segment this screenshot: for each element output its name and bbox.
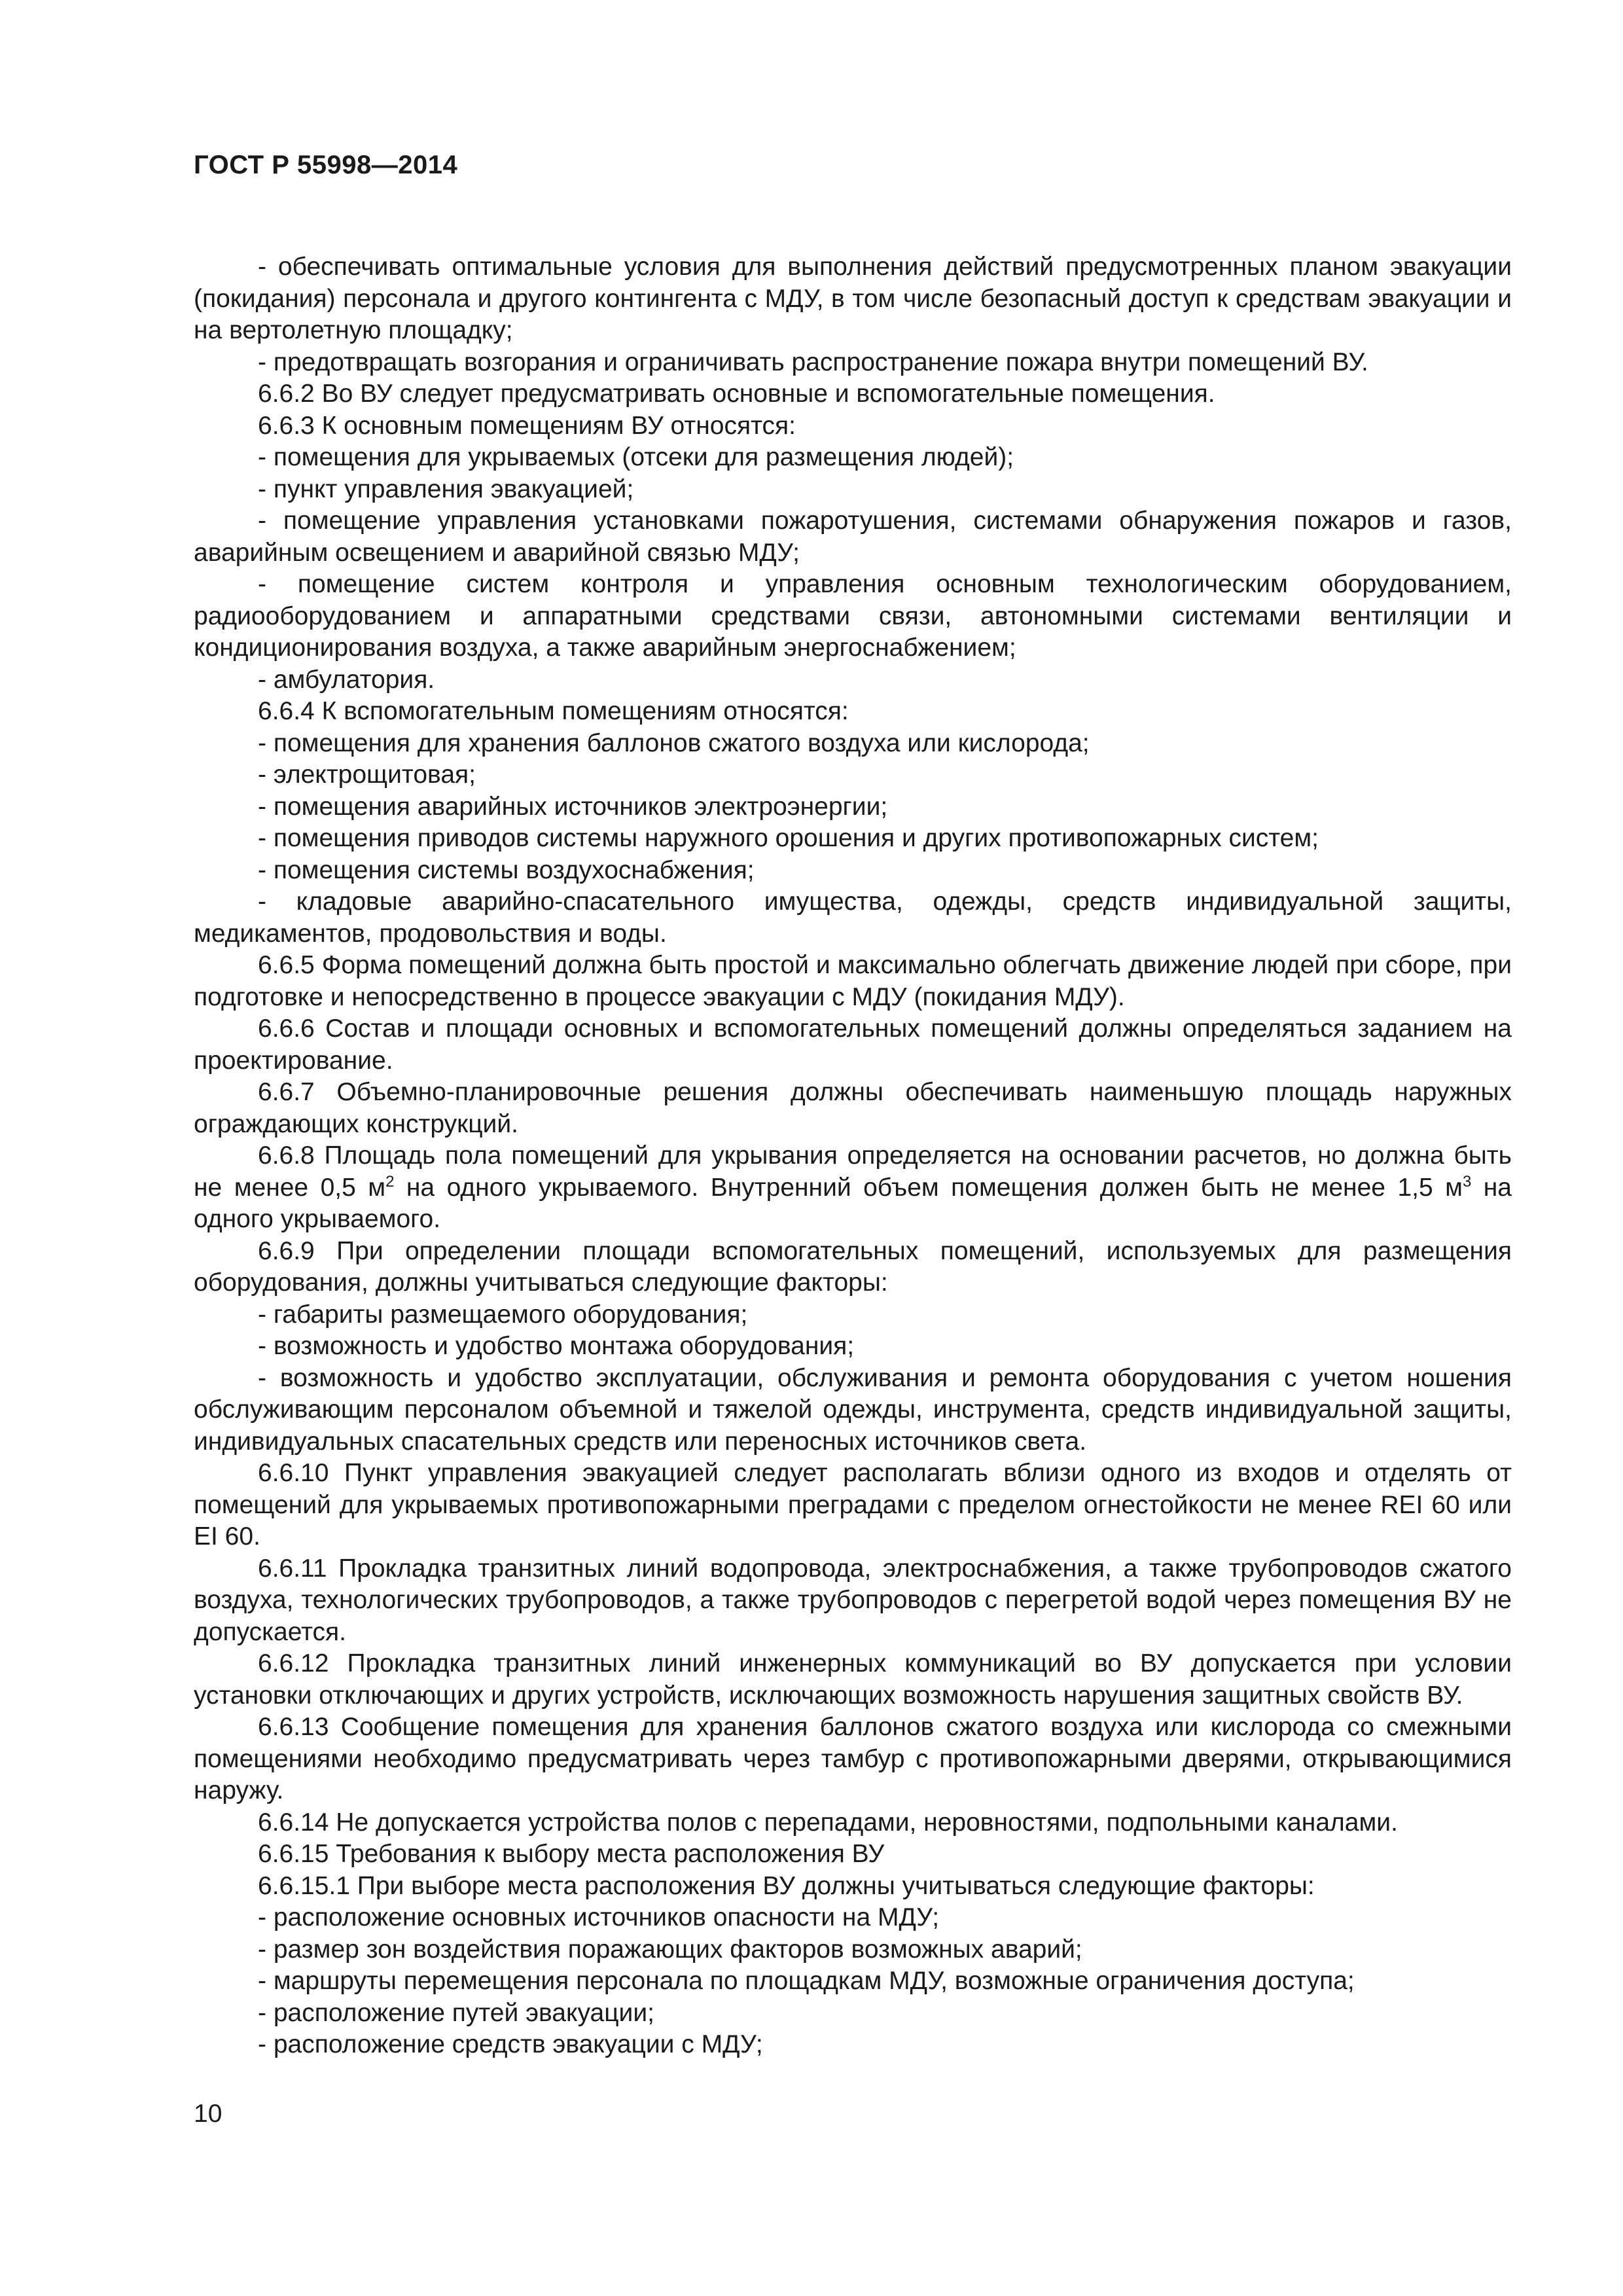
page-number: 10 xyxy=(194,2100,223,2128)
clause-paragraph: 6.6.5 Форма помещений должна быть простой и максимально облегчать движение людей при сборе, при подготовке и непосредственно в процессе эвакуации с МДУ (покидания МДУ). xyxy=(194,951,1512,1011)
list-item: - размер зон воздействия поражающих факторов возможных аварий; xyxy=(258,1935,1082,1964)
text-run: на одного укрываемого. xyxy=(194,1173,1512,1233)
list-item: - расположение путей эвакуации; xyxy=(258,1998,654,2027)
list-item: - помещение управления установками пожаротушения, системами обнаружения пожаров и газов, аварийным освещением и аварийной связью МДУ; xyxy=(194,507,1512,567)
document-header: ГОСТ Р 55998—2014 xyxy=(194,151,458,179)
clause-paragraph: 6.6.3 К основным помещениям ВУ относятся: xyxy=(258,411,796,440)
clause-paragraph: 6.6.10 Пункт управления эвакуацией следует располагать вблизи одного из входов и отделять от помещений для укрываемых противопожарными преградами с пределом огнестойкости не менее REI 60 или EI 60. xyxy=(194,1459,1512,1551)
clause-paragraph: 6.6.13 Сообщение помещения для хранения баллонов сжатого воздуха или кислорода со смежными помещениями необходимо предусматривать через тамбур с противопожарными дверями, открывающимися наружу. xyxy=(194,1713,1512,1804)
clause-paragraph: 6.6.6 Состав и площади основных и вспомогательных помещений должны определяться заданием на проектирование. xyxy=(194,1014,1512,1075)
list-item: - помещения для укрываемых (отсеки для размещения людей); xyxy=(258,443,1014,471)
list-item: - электрощитовая; xyxy=(258,761,476,789)
clause-paragraph: 6.6.12 Прокладка транзитных линий инженерных коммуникаций во ВУ допускается при условии установки отключающих и других устройств, исключающих возможность нарушения защитных свойств ВУ. xyxy=(194,1649,1512,1710)
clause-paragraph: 6.6.15.1 При выборе места расположения ВУ должны учитываться следующие факторы: xyxy=(258,1871,1315,1900)
clause-paragraph xyxy=(194,1140,1512,1236)
list-item: - возможность и удобство монтажа оборудования; xyxy=(258,1332,855,1360)
document-body xyxy=(194,251,1512,2061)
list-item: - помещения для хранения баллонов сжатого воздуха или кислорода; xyxy=(258,728,1090,757)
clause-paragraph: 6.6.2 Во ВУ следует предусматривать основные и вспомогательные помещения. xyxy=(258,380,1215,408)
list-item: - обеспечивать оптимальные условия для выполнения действий предусмотренных планом эвакуации (покидания) персонала и другого контингента с МДУ, в том числе безопасный доступ к средствам эвакуации и на вертолетную площадку; xyxy=(194,253,1512,344)
clause-paragraph: 6.6.11 Прокладка транзитных линий водопровода, электроснабжения, а также трубопроводов сжатого воздуха, технологических трубопроводов, а также трубопроводов с перегретой водой через помещения ВУ не допускается. xyxy=(194,1554,1512,1646)
list-item: - помещение систем контроля и управления основным технологическим оборудованием, радиооборудованием и аппаратными средствами связи, автономными системами вентиляции и кондиционирования воздуха, а также аварийным энергоснабжением; xyxy=(194,570,1512,662)
clause-paragraph: 6.6.15 Требования к выбору места расположения ВУ xyxy=(258,1840,885,1868)
list-item: - пункт управления эвакуацией; xyxy=(258,475,634,503)
list-item: - помещения приводов системы наружного орошения и других противопожарных систем; xyxy=(258,824,1319,852)
text-run: на одного укрываемого. Внутренний объем помещения должен быть не менее 1,5 м xyxy=(394,1173,1463,1202)
superscript: 2 xyxy=(385,1172,395,1191)
list-item: - помещения системы воздухоснабжения; xyxy=(258,855,755,884)
clause-paragraph: 6.6.4 К вспомогательным помещениям относятся: xyxy=(258,697,849,725)
list-item: - маршруты перемещения персонала по площадкам МДУ, возможные ограничения доступа; xyxy=(258,1967,1355,1995)
list-item: - возможность и удобство эксплуатации, обслуживания и ремонта оборудования с учетом ношения обслуживающим персоналом объемной и тяжелой одежды, инструмента, средств индивидуальной защиты, индивидуальных спасательных средств или переносных источников света. xyxy=(194,1363,1512,1456)
list-item: - кладовые аварийно-спасательного имущества, одежды, средств индивидуальной защиты, медикаментов, продовольствия и воды. xyxy=(194,888,1512,948)
list-item: - расположение средств эвакуации с МДУ; xyxy=(258,2030,763,2058)
clause-paragraph: 6.6.7 Объемно-планировочные решения должны обеспечивать наименьшую площадь наружных ограждающих конструкций. xyxy=(194,1078,1512,1138)
text-run: 6.6.8 Площадь пола помещений для укрывания определяется на основании расчетов, но должна быть не менее 0,5 м xyxy=(194,1141,1512,1202)
superscript: 3 xyxy=(1462,1172,1472,1191)
list-item: - предотвращать возгорания и ограничивать распространение пожара внутри помещений ВУ. xyxy=(258,348,1368,376)
list-item: - амбулатория. xyxy=(258,665,435,694)
list-item: - габариты размещаемого оборудования; xyxy=(258,1300,748,1329)
list-item: - помещения аварийных источников электроэнергии; xyxy=(258,792,888,821)
clause-paragraph: 6.6.9 При определении площади вспомогательных помещений, используемых для размещения оборудования, должны учитываться следующие факторы: xyxy=(194,1236,1512,1297)
clause-paragraph: 6.6.14 Не допускается устройства полов с перепадами, неровностями, подпольными каналами. xyxy=(258,1808,1398,1837)
list-item: - расположение основных источников опасности на МДУ; xyxy=(258,1903,940,1931)
